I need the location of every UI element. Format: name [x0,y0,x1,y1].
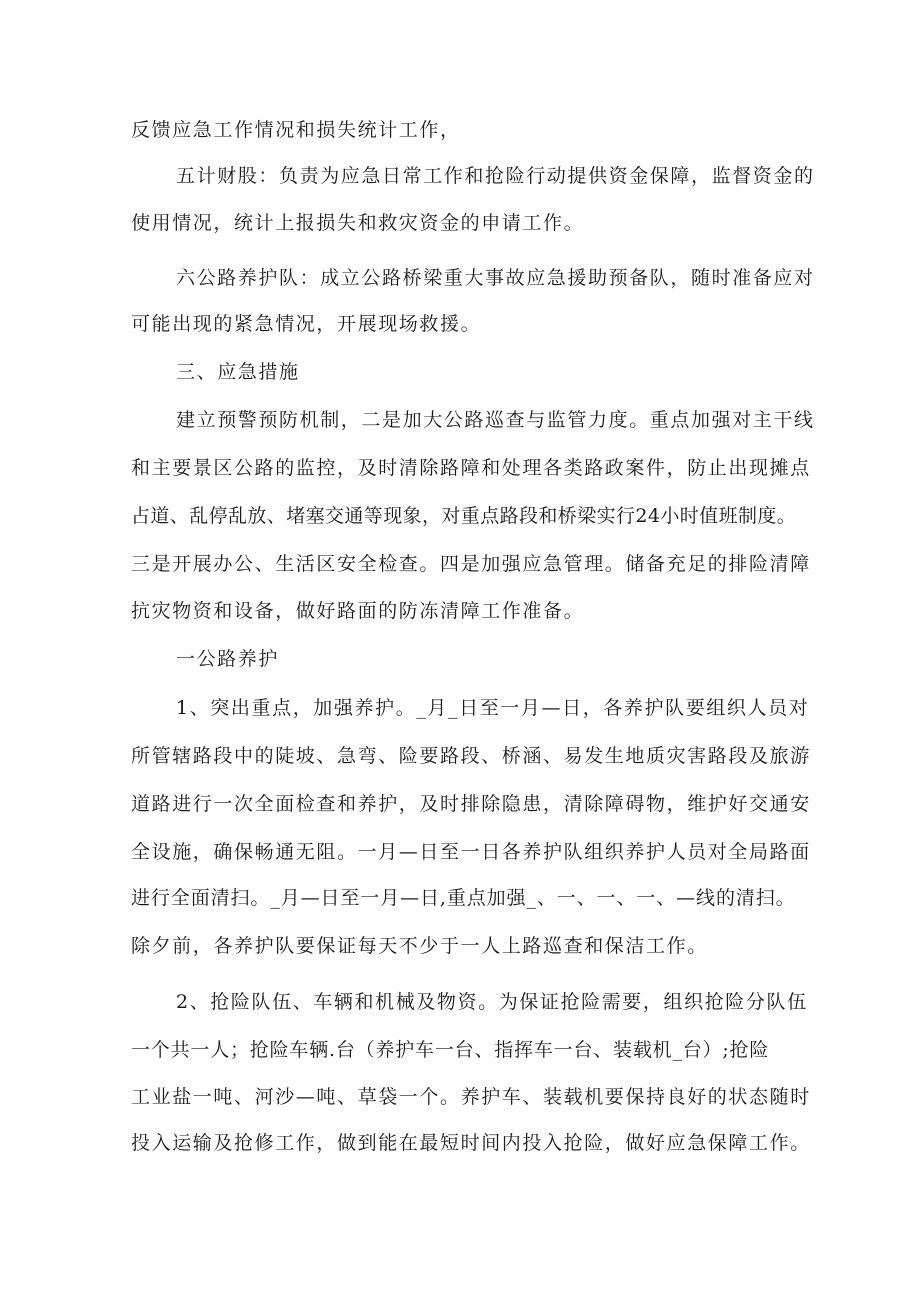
text-line: 建立预警预防机制，二是加大公路巡查与监管力度。重点加强对主干线 [176,409,815,431]
text-line: 六公路养护队：成立公路桥梁重大事故应急援助预备队，随时准备应对 [176,267,815,289]
section-heading: 三、应急措施 [176,361,300,383]
text-line: 所管辖路段中的陡坡、急弯、险要路段、桥涵、易发生地质灾害路段及旅游 [131,745,811,767]
text-line: 五计财股：负责为应急日常工作和抢险行动提供资金保障，监督资金的 [176,165,815,187]
text-line: 全设施，确保畅通无阻。一月—日至一日各养护队组织养护人员对全局路面 [131,841,811,863]
text-line: 进行全面清扫。_月—日至一月—日,重点加强_、一、一、一、—线的清扫。 [131,887,796,909]
text-line: 道路进行一次全面检查和养护，及时排除隐患，清除障碍物，维护好交通安 [131,793,811,815]
text-line: 2、抢险队伍、车辆和机械及物资。为保证抢险需要，组织抢险分队伍 [176,991,808,1013]
text-line: 可能出现的紧急情况，开展现场救援。 [131,313,482,335]
text-line: 工业盐一吨、河沙—吨、草袋一个。养护车、装载机要保持良好的状态随时 [131,1086,811,1108]
text-line: 使用情况，统计上报损失和救灾资金的申请工作。 [131,212,585,234]
text-line: 1、突出重点，加强养护。_月_日至一月—日，各养护队要组织人员对 [176,697,810,719]
text-line: 和主要景区公路的监控，及时清除路障和处理各类路政案件，防止出现摊点 [131,457,811,479]
text-line: 占道、乱停乱放、堵塞交通等现象，对重点路段和桥梁实行24小时值班制度。 [131,505,797,527]
section-heading: 一公路养护 [176,648,280,670]
text-line: 三是开展办公、生活区安全检查。四是加强应急管理。储备充足的排险清障 [131,553,811,575]
text-line: 反馈应急工作情况和损失统计工作， [131,119,461,141]
text-line: 除夕前，各养护队要保证每天不少于一人上路巡查和保洁工作。 [131,935,708,957]
text-line: 投入运输及抢修工作，做到能在最短时间内投入抢险，做好应急保障工作。 [131,1132,811,1154]
text-line: 抗灾物资和设备，做好路面的防冻清障工作准备。 [131,600,585,622]
text-line: 一个共一人；抢险车辆.台（养护车一台、指挥车一台、装载机_台）;抢险 [131,1039,770,1061]
